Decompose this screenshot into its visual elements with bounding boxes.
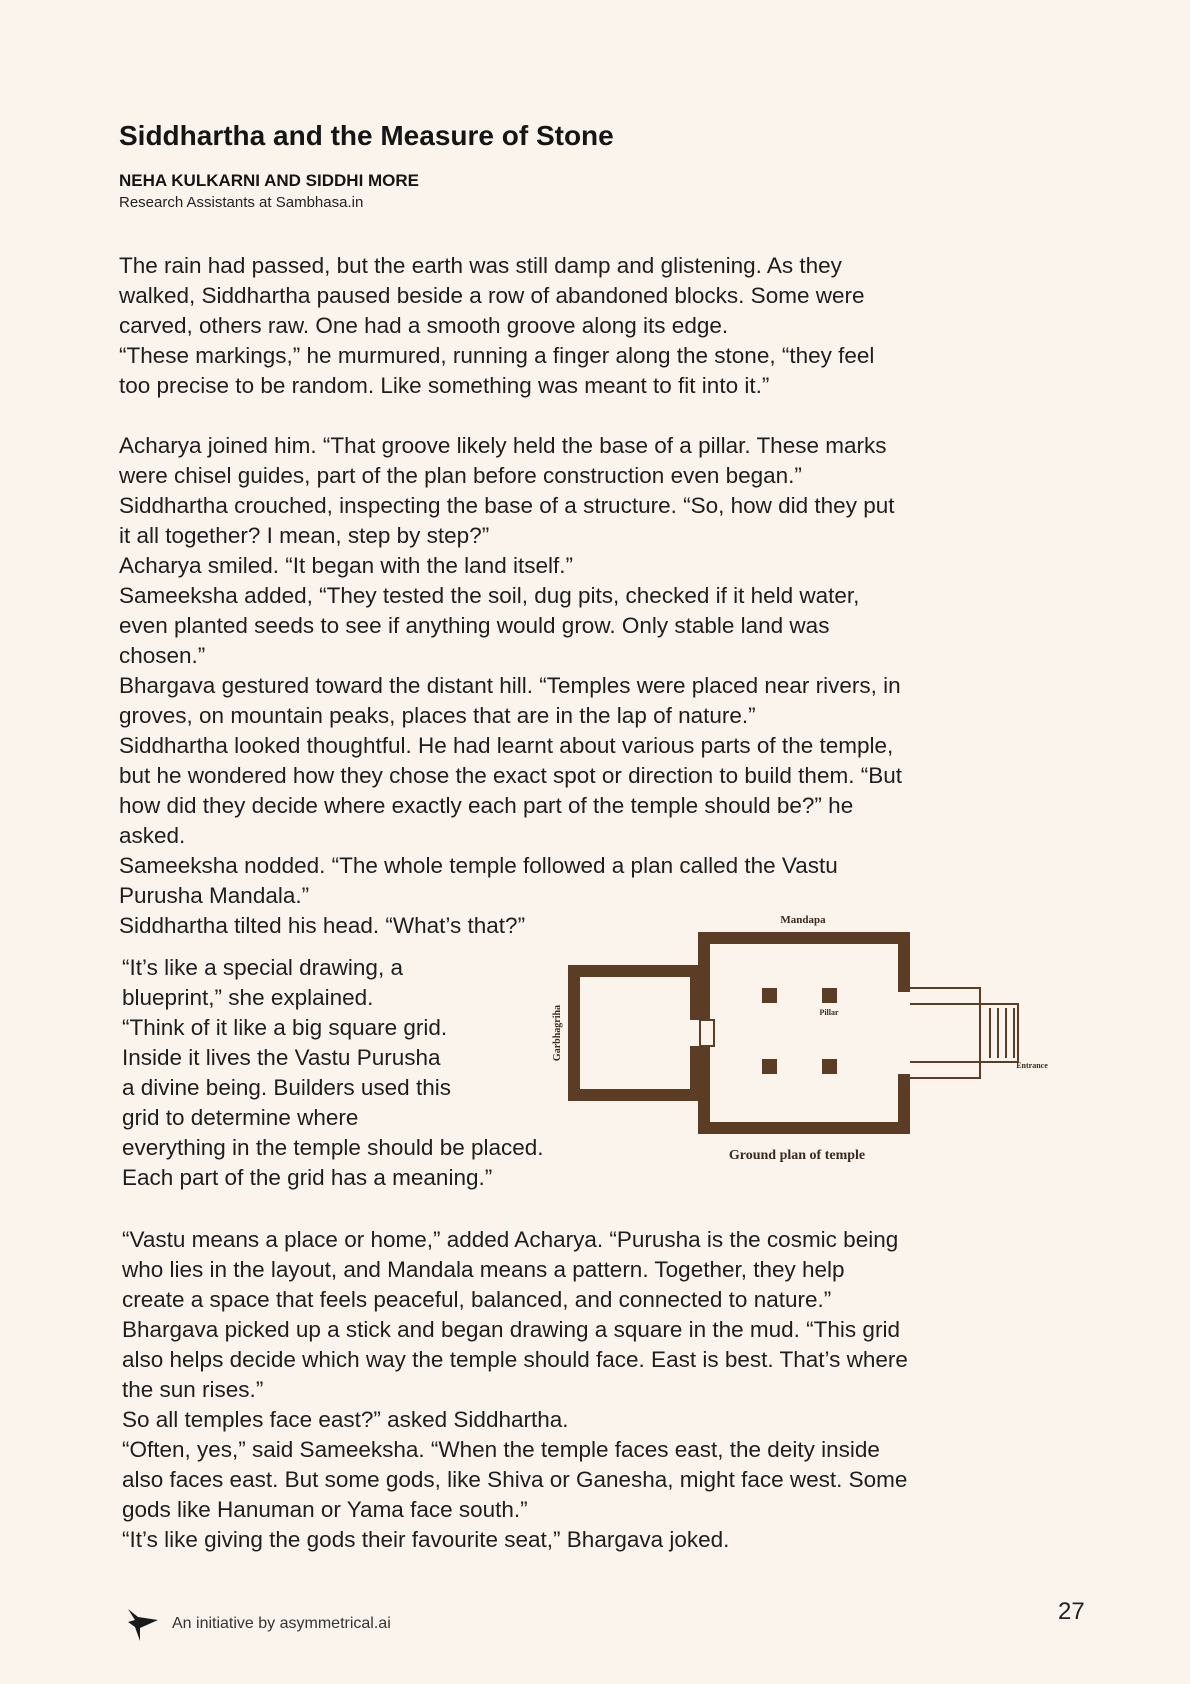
text-line: Siddhartha looked thoughtful. He had learnt about various parts of the temple, [119,733,894,758]
text-line: also faces east. But some gods, like Shiva or Ganesha, might face west. Some [122,1467,908,1492]
text-line: but he wondered how they chose the exact spot or direction to build them. “But [119,763,902,788]
pillar-marker [762,1059,777,1074]
text-line: walked, Siddhartha paused beside a row of abandoned blocks. Some were [119,283,865,308]
paragraph-2 [119,431,1079,941]
article-authors: NEHA KULKARNI AND SIDDHI MORE [119,171,420,190]
text-line: who lies in the layout, and Mandala means a pattern. Together, they help [122,1257,845,1282]
text-line: Purusha Mandala.” [119,883,310,908]
garbhagriha-chamber [580,977,690,1089]
text-line: grid to determine where [122,1105,359,1130]
text-line: a divine being. Builders used this [122,1075,451,1100]
footer-initiative-text: An initiative by asymmetrical.ai [172,1615,391,1632]
text-line: “Think of it like a big square grid. [122,1015,448,1040]
text-line: Each part of the grid has a meaning.” [122,1165,493,1190]
text-line: Sameeksha added, “They tested the soil, dug pits, checked if it held water, [119,583,860,608]
text-line: asked. [119,823,186,848]
page-number: 27 [1058,1598,1085,1625]
text-line: “Often, yes,” said Sameeksha. “When the temple faces east, the deity inside [122,1437,880,1462]
doorway-jamb [700,1020,714,1046]
text-line: too precise to be random. Like something was meant to fit into it.” [119,373,770,398]
text-line: Siddhartha crouched, inspecting the base of a structure. “So, how did they put [119,493,895,518]
pillar-marker [822,1059,837,1074]
bird-icon [126,1607,160,1643]
figure-caption: Ground plan of temple [728,1148,866,1163]
porch-wall-top [910,988,980,1004]
text-line: Bhargava picked up a stick and began drawing a square in the mud. “This grid [122,1317,900,1342]
text-line: Bhargava gestured toward the distant hill. “Temples were placed near rivers, in [119,673,901,698]
entrance-opening [896,992,912,1074]
text-line: it all together? I mean, step by step?” [119,523,490,548]
paragraph-1 [119,251,1079,401]
text-line: gods like Hanuman or Yama face south.” [122,1497,528,1522]
article-title: Siddhartha and the Measure of Stone [119,120,614,151]
label-garbhagriha: Garbhagriha [552,1004,563,1062]
text-line: carved, others raw. One had a smooth groove along its edge. [119,313,729,338]
text-line: Siddhartha tilted his head. “What’s that?” [119,913,526,938]
mandapa-hall [710,944,898,1122]
text-line: “It’s like giving the gods their favourite seat,” Bhargava joked. [122,1527,730,1552]
label-mandapa: Mandapa [780,914,826,926]
text-line: even planted seeds to see if anything would grow. Only stable land was [119,613,830,638]
pillar-marker [762,988,777,1003]
temple-ground-plan-figure [550,912,1060,1170]
text-line: everything in the temple should be placed. [122,1135,544,1160]
text-line: were chisel guides, part of the plan before construction even began.” [119,463,802,488]
text-line: “These markings,” he murmured, running a finger along the stone, “they feel [119,343,875,368]
label-entrance: Entrance [1016,1061,1048,1070]
label-pillar: Pillar [819,1008,839,1017]
text-line: Inside it lives the Vastu Purusha [122,1045,441,1070]
pillar-marker [822,988,837,1003]
paragraph-4 [122,1225,1082,1555]
text-line: “Vastu means a place or home,” added Acharya. “Purusha is the cosmic being [122,1227,899,1252]
plan-walls [568,932,912,1134]
text-line: So all temples face east?” asked Siddhartha. [122,1407,569,1432]
text-line: Acharya smiled. “It began with the land itself.” [119,553,573,578]
text-line: Acharya joined him. “That groove likely held the base of a pillar. These marks [119,433,887,458]
text-line: chosen.” [119,643,206,668]
text-line: create a space that feels peaceful, balanced, and connected to nature.” [122,1287,832,1312]
text-line: Sameeksha nodded. “The whole temple followed a plan called the Vastu [119,853,838,878]
text-line: the sun rises.” [122,1377,264,1402]
text-line: The rain had passed, but the earth was still damp and glistening. As they [119,253,842,278]
text-line: how did they decide where exactly each part of the temple should be?” he [119,793,854,818]
author-affiliation: Research Assistants at Sambhasa.in [119,194,364,211]
text-line: “It’s like a special drawing, a [122,955,403,980]
text-line: blueprint,” she explained. [122,985,374,1010]
porch-wall-bottom [910,1062,980,1078]
entrance-porch [910,988,1018,1078]
text-line: also helps decide which way the temple should face. East is best. That’s where [122,1347,908,1372]
text-line: groves, on mountain peaks, places that are in the lap of nature.” [119,703,756,728]
